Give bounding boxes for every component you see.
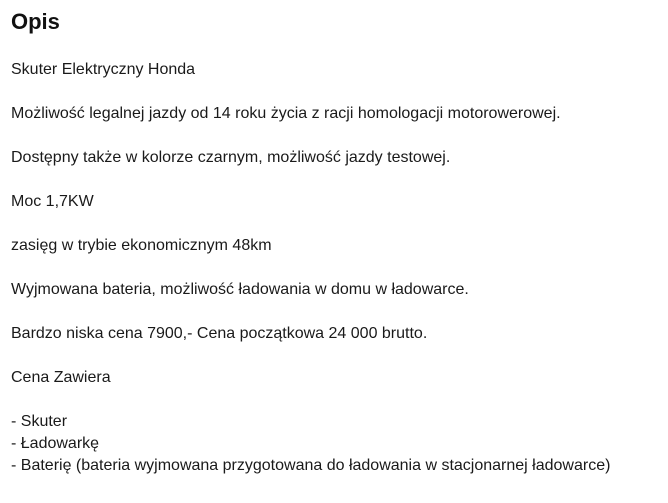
list-item: - Skuter xyxy=(11,413,68,430)
paragraph-license: Możliwość legalnej jazdy od 14 roku życia z racji homologacji motorowerowej. xyxy=(11,105,561,122)
list-item: - Ładowarkę xyxy=(11,435,100,452)
paragraph-range: zasięg w trybie ekonomicznym 48km xyxy=(11,237,272,254)
included-items-list xyxy=(11,411,668,477)
section-heading: Opis xyxy=(11,9,60,34)
paragraph-power: Moc 1,7KW xyxy=(11,193,94,210)
paragraph-includes-heading: Cena Zawiera xyxy=(11,369,111,386)
paragraph-color: Dostępny także w kolorze czarnym, możliwość jazdy testowej. xyxy=(11,149,451,166)
paragraph-price: Bardzo niska cena 7900,- Cena początkowa 24 000 brutto. xyxy=(11,325,428,342)
paragraph-model: Skuter Elektryczny Honda xyxy=(11,61,196,78)
list-item: - Baterię (bateria wyjmowana przygotowana do ładowania w stacjonarnej ładowarce) xyxy=(11,457,611,474)
paragraph-battery: Wyjmowana bateria, możliwość ładowania w domu w ładowarce. xyxy=(11,281,469,298)
